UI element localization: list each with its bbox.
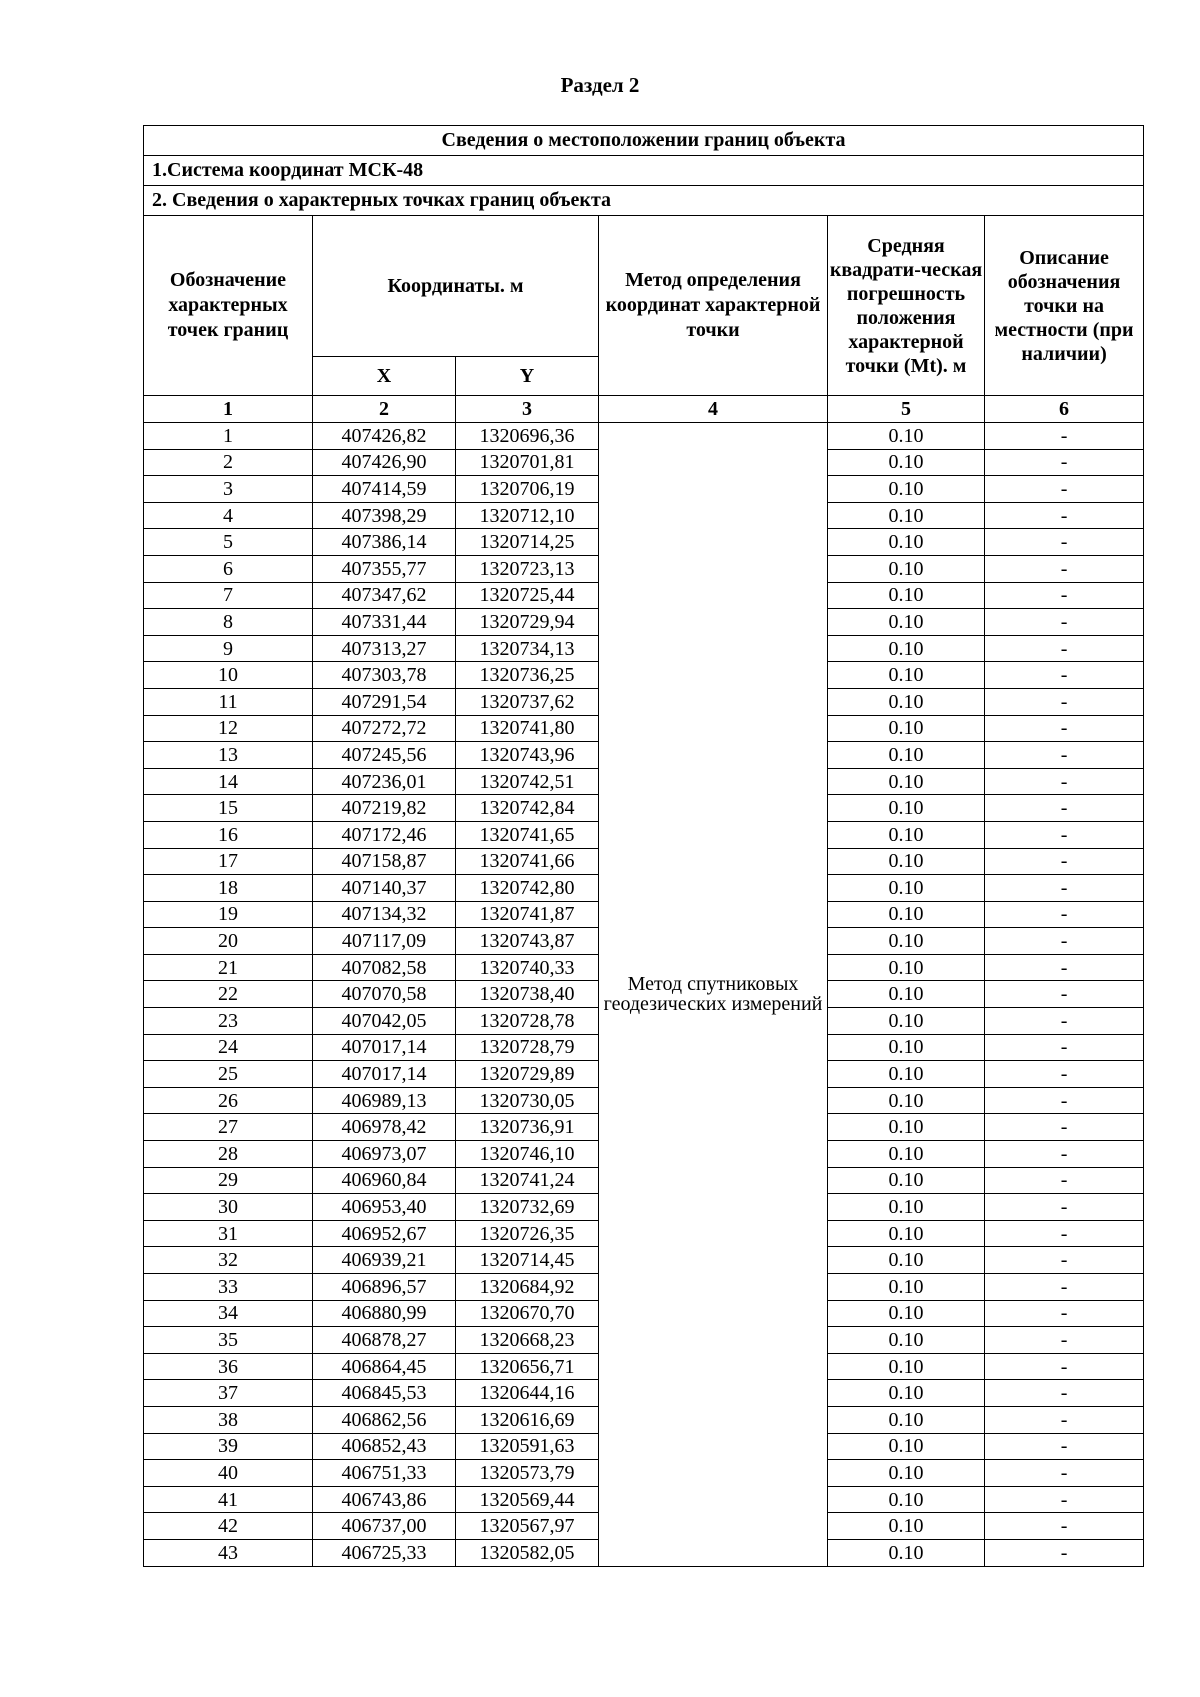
point-description: - [985, 1114, 1144, 1141]
point-number: 3 [144, 476, 313, 503]
mean-square-error: 0.10 [828, 928, 985, 955]
coord-y: 1320668,23 [456, 1327, 599, 1354]
coord-x: 406953,40 [313, 1194, 456, 1221]
point-description: - [985, 1061, 1144, 1088]
point-number: 7 [144, 582, 313, 609]
col-number: 3 [456, 396, 599, 423]
point-number: 21 [144, 954, 313, 981]
point-description: - [985, 1433, 1144, 1460]
mean-square-error: 0.10 [828, 1274, 985, 1301]
point-description: - [985, 688, 1144, 715]
mean-square-error: 0.10 [828, 582, 985, 609]
coord-x: 406845,53 [313, 1380, 456, 1407]
point-number: 27 [144, 1114, 313, 1141]
mean-square-error: 0.10 [828, 875, 985, 902]
mean-square-error: 0.10 [828, 1167, 985, 1194]
coord-x: 407172,46 [313, 821, 456, 848]
mean-square-error: 0.10 [828, 768, 985, 795]
boundary-points-table [143, 125, 1144, 1567]
point-number: 28 [144, 1141, 313, 1168]
point-description: - [985, 1034, 1144, 1061]
mean-square-error: 0.10 [828, 1114, 985, 1141]
coord-y: 1320743,96 [456, 742, 599, 769]
coord-y: 1320729,89 [456, 1061, 599, 1088]
mean-square-error: 0.10 [828, 1300, 985, 1327]
point-description: - [985, 1194, 1144, 1221]
mean-square-error: 0.10 [828, 981, 985, 1008]
point-number: 10 [144, 662, 313, 689]
mean-square-error: 0.10 [828, 1247, 985, 1274]
coord-y: 1320736,25 [456, 662, 599, 689]
coord-x: 406864,45 [313, 1353, 456, 1380]
point-description: - [985, 423, 1144, 450]
col-number: 4 [599, 396, 828, 423]
coord-y: 1320670,70 [456, 1300, 599, 1327]
mean-square-error: 0.10 [828, 1220, 985, 1247]
coord-y: 1320728,78 [456, 1008, 599, 1035]
point-description: - [985, 582, 1144, 609]
coord-y: 1320569,44 [456, 1486, 599, 1513]
coord-x: 406751,33 [313, 1460, 456, 1487]
coord-x: 407355,77 [313, 555, 456, 582]
mean-square-error: 0.10 [828, 1087, 985, 1114]
point-number: 1 [144, 423, 313, 450]
point-number: 2 [144, 449, 313, 476]
coord-y: 1320714,25 [456, 529, 599, 556]
header-x: X [313, 357, 456, 396]
point-description: - [985, 1087, 1144, 1114]
section-title: Раздел 2 [560, 73, 640, 97]
mean-square-error: 0.10 [828, 529, 985, 556]
mean-square-error: 0.10 [828, 1327, 985, 1354]
mean-square-error: 0.10 [828, 821, 985, 848]
coord-x: 406989,13 [313, 1087, 456, 1114]
mean-square-error: 0.10 [828, 1353, 985, 1380]
coord-x: 407426,82 [313, 423, 456, 450]
point-description: - [985, 555, 1144, 582]
coord-x: 406978,42 [313, 1114, 456, 1141]
point-description: - [985, 1486, 1144, 1513]
mean-square-error: 0.10 [828, 1194, 985, 1221]
mean-square-error: 0.10 [828, 662, 985, 689]
table-title: Сведения о местоположении границ объекта [144, 126, 1144, 156]
coord-y: 1320736,91 [456, 1114, 599, 1141]
point-description: - [985, 954, 1144, 981]
coord-x: 407386,14 [313, 529, 456, 556]
mean-square-error: 0.10 [828, 1380, 985, 1407]
point-description: - [985, 1380, 1144, 1407]
coord-x: 406852,43 [313, 1433, 456, 1460]
point-description: - [985, 1460, 1144, 1487]
coord-y: 1320741,87 [456, 901, 599, 928]
coord-x: 407117,09 [313, 928, 456, 955]
coord-x: 407070,58 [313, 981, 456, 1008]
coord-y: 1320743,87 [456, 928, 599, 955]
point-number: 25 [144, 1061, 313, 1088]
point-number: 22 [144, 981, 313, 1008]
point-description: - [985, 742, 1144, 769]
point-number: 16 [144, 821, 313, 848]
point-number: 32 [144, 1247, 313, 1274]
coord-x: 407347,62 [313, 582, 456, 609]
coord-y: 1320741,80 [456, 715, 599, 742]
coord-x: 407414,59 [313, 476, 456, 503]
point-number: 17 [144, 848, 313, 875]
point-description: - [985, 1220, 1144, 1247]
coord-y: 1320582,05 [456, 1539, 599, 1566]
mean-square-error: 0.10 [828, 1539, 985, 1566]
point-number: 15 [144, 795, 313, 822]
coord-x: 407017,14 [313, 1034, 456, 1061]
coord-x: 407134,32 [313, 901, 456, 928]
point-description: - [985, 502, 1144, 529]
coord-x: 407291,54 [313, 688, 456, 715]
coord-x: 406743,86 [313, 1486, 456, 1513]
coord-x: 407303,78 [313, 662, 456, 689]
coord-y: 1320742,80 [456, 875, 599, 902]
coord-y: 1320738,40 [456, 981, 599, 1008]
point-description: - [985, 609, 1144, 636]
point-description: - [985, 715, 1144, 742]
coord-x: 406878,27 [313, 1327, 456, 1354]
point-description: - [985, 848, 1144, 875]
mean-square-error: 0.10 [828, 1433, 985, 1460]
mean-square-error: 0.10 [828, 1486, 985, 1513]
point-number: 29 [144, 1167, 313, 1194]
mean-square-error: 0.10 [828, 423, 985, 450]
coord-x: 407140,37 [313, 875, 456, 902]
col-number: 1 [144, 396, 313, 423]
mean-square-error: 0.10 [828, 449, 985, 476]
coord-y: 1320741,24 [456, 1167, 599, 1194]
mean-square-error: 0.10 [828, 1513, 985, 1540]
point-number: 42 [144, 1513, 313, 1540]
coord-x: 407219,82 [313, 795, 456, 822]
coord-y: 1320567,97 [456, 1513, 599, 1540]
point-number: 6 [144, 555, 313, 582]
coord-y: 1320729,94 [456, 609, 599, 636]
coord-x: 406737,00 [313, 1513, 456, 1540]
header-coordinates: Координаты. м [313, 216, 599, 357]
mean-square-error: 0.10 [828, 742, 985, 769]
mean-square-error: 0.10 [828, 1061, 985, 1088]
coord-y: 1320712,10 [456, 502, 599, 529]
point-description: - [985, 1513, 1144, 1540]
coord-y: 1320730,05 [456, 1087, 599, 1114]
point-description: - [985, 1274, 1144, 1301]
coord-system-row: 1.Система координат МСК-48 [144, 156, 1144, 186]
point-description: - [985, 529, 1144, 556]
point-description: - [985, 1247, 1144, 1274]
coord-x: 406862,56 [313, 1406, 456, 1433]
table-subtitle: 2. Сведения о характерных точках границ объекта [144, 186, 1144, 216]
coord-y: 1320573,79 [456, 1460, 599, 1487]
point-number: 13 [144, 742, 313, 769]
point-description: - [985, 795, 1144, 822]
mean-square-error: 0.10 [828, 795, 985, 822]
point-description: - [985, 821, 1144, 848]
coord-y: 1320740,33 [456, 954, 599, 981]
coord-y: 1320742,51 [456, 768, 599, 795]
coord-x: 406880,99 [313, 1300, 456, 1327]
point-number: 11 [144, 688, 313, 715]
point-description: - [985, 635, 1144, 662]
mean-square-error: 0.10 [828, 1460, 985, 1487]
coord-x: 407398,29 [313, 502, 456, 529]
point-number: 18 [144, 875, 313, 902]
point-description: - [985, 1008, 1144, 1035]
header-point-designation: Обозначение характерных точек границ [144, 216, 313, 396]
coord-x: 407426,90 [313, 449, 456, 476]
mean-square-error: 0.10 [828, 1034, 985, 1061]
point-number: 31 [144, 1220, 313, 1247]
point-description: - [985, 928, 1144, 955]
mean-square-error: 0.10 [828, 1141, 985, 1168]
coord-x: 407017,14 [313, 1061, 456, 1088]
mean-square-error: 0.10 [828, 688, 985, 715]
mean-square-error: 0.10 [828, 901, 985, 928]
point-number: 24 [144, 1034, 313, 1061]
mean-square-error: 0.10 [828, 715, 985, 742]
point-description: - [985, 981, 1144, 1008]
coord-x: 407313,27 [313, 635, 456, 662]
point-description: - [985, 1353, 1144, 1380]
point-description: - [985, 1167, 1144, 1194]
point-description: - [985, 1141, 1144, 1168]
point-description: - [985, 875, 1144, 902]
coord-y: 1320616,69 [456, 1406, 599, 1433]
point-number: 30 [144, 1194, 313, 1221]
point-description: - [985, 662, 1144, 689]
point-number: 36 [144, 1353, 313, 1380]
point-number: 14 [144, 768, 313, 795]
coord-y: 1320734,13 [456, 635, 599, 662]
point-number: 34 [144, 1300, 313, 1327]
point-number: 26 [144, 1087, 313, 1114]
coord-x: 406952,67 [313, 1220, 456, 1247]
coord-x: 406960,84 [313, 1167, 456, 1194]
coord-x: 406939,21 [313, 1247, 456, 1274]
coord-y: 1320723,13 [456, 555, 599, 582]
coord-y: 1320644,16 [456, 1380, 599, 1407]
point-number: 23 [144, 1008, 313, 1035]
mean-square-error: 0.10 [828, 476, 985, 503]
coord-x: 407158,87 [313, 848, 456, 875]
coord-y: 1320737,62 [456, 688, 599, 715]
point-number: 9 [144, 635, 313, 662]
header-method: Метод определения координат характерной точки [599, 216, 828, 396]
point-description: - [985, 901, 1144, 928]
coord-y: 1320728,79 [456, 1034, 599, 1061]
coord-y: 1320684,92 [456, 1274, 599, 1301]
header-description: Описание обозначения точки на местности (при наличии) [985, 216, 1144, 396]
coord-x: 406973,07 [313, 1141, 456, 1168]
point-number: 35 [144, 1327, 313, 1354]
coord-y: 1320701,81 [456, 449, 599, 476]
coord-y: 1320696,36 [456, 423, 599, 450]
coord-y: 1320725,44 [456, 582, 599, 609]
col-number: 6 [985, 396, 1144, 423]
header-y: Y [456, 357, 599, 396]
point-description: - [985, 1300, 1144, 1327]
point-number: 12 [144, 715, 313, 742]
coord-x: 407236,01 [313, 768, 456, 795]
coord-x: 407245,56 [313, 742, 456, 769]
coord-x: 407272,72 [313, 715, 456, 742]
point-description: - [985, 476, 1144, 503]
point-number: 8 [144, 609, 313, 636]
coord-y: 1320741,65 [456, 821, 599, 848]
header-mean-square-error: Средняя квадрати-ческая погрешность положения характерной точки (Mt). м [828, 216, 985, 396]
method-cell: Метод спутниковых геодезических измерений [599, 423, 828, 1567]
col-number: 2 [313, 396, 456, 423]
point-description: - [985, 1327, 1144, 1354]
mean-square-error: 0.10 [828, 609, 985, 636]
coord-y: 1320742,84 [456, 795, 599, 822]
mean-square-error: 0.10 [828, 848, 985, 875]
point-number: 41 [144, 1486, 313, 1513]
point-number: 33 [144, 1274, 313, 1301]
coord-y: 1320706,19 [456, 476, 599, 503]
point-number: 37 [144, 1380, 313, 1407]
coord-x: 406896,57 [313, 1274, 456, 1301]
coord-y: 1320741,66 [456, 848, 599, 875]
col-number: 5 [828, 396, 985, 423]
coord-x: 406725,33 [313, 1539, 456, 1566]
point-description: - [985, 768, 1144, 795]
mean-square-error: 0.10 [828, 502, 985, 529]
point-description: - [985, 1539, 1144, 1566]
coord-x: 407042,05 [313, 1008, 456, 1035]
coord-y: 1320726,35 [456, 1220, 599, 1247]
point-number: 20 [144, 928, 313, 955]
mean-square-error: 0.10 [828, 555, 985, 582]
mean-square-error: 0.10 [828, 635, 985, 662]
point-number: 5 [144, 529, 313, 556]
point-description: - [985, 1406, 1144, 1433]
coord-y: 1320591,63 [456, 1433, 599, 1460]
coord-y: 1320656,71 [456, 1353, 599, 1380]
mean-square-error: 0.10 [828, 1406, 985, 1433]
point-number: 4 [144, 502, 313, 529]
point-number: 40 [144, 1460, 313, 1487]
coord-x: 407331,44 [313, 609, 456, 636]
coord-y: 1320732,69 [456, 1194, 599, 1221]
coord-y: 1320714,45 [456, 1247, 599, 1274]
coord-y: 1320746,10 [456, 1141, 599, 1168]
point-number: 38 [144, 1406, 313, 1433]
point-number: 43 [144, 1539, 313, 1566]
point-number: 19 [144, 901, 313, 928]
mean-square-error: 0.10 [828, 1008, 985, 1035]
mean-square-error: 0.10 [828, 954, 985, 981]
point-number: 39 [144, 1433, 313, 1460]
table-row [144, 423, 1144, 450]
coord-x: 407082,58 [313, 954, 456, 981]
point-description: - [985, 449, 1144, 476]
